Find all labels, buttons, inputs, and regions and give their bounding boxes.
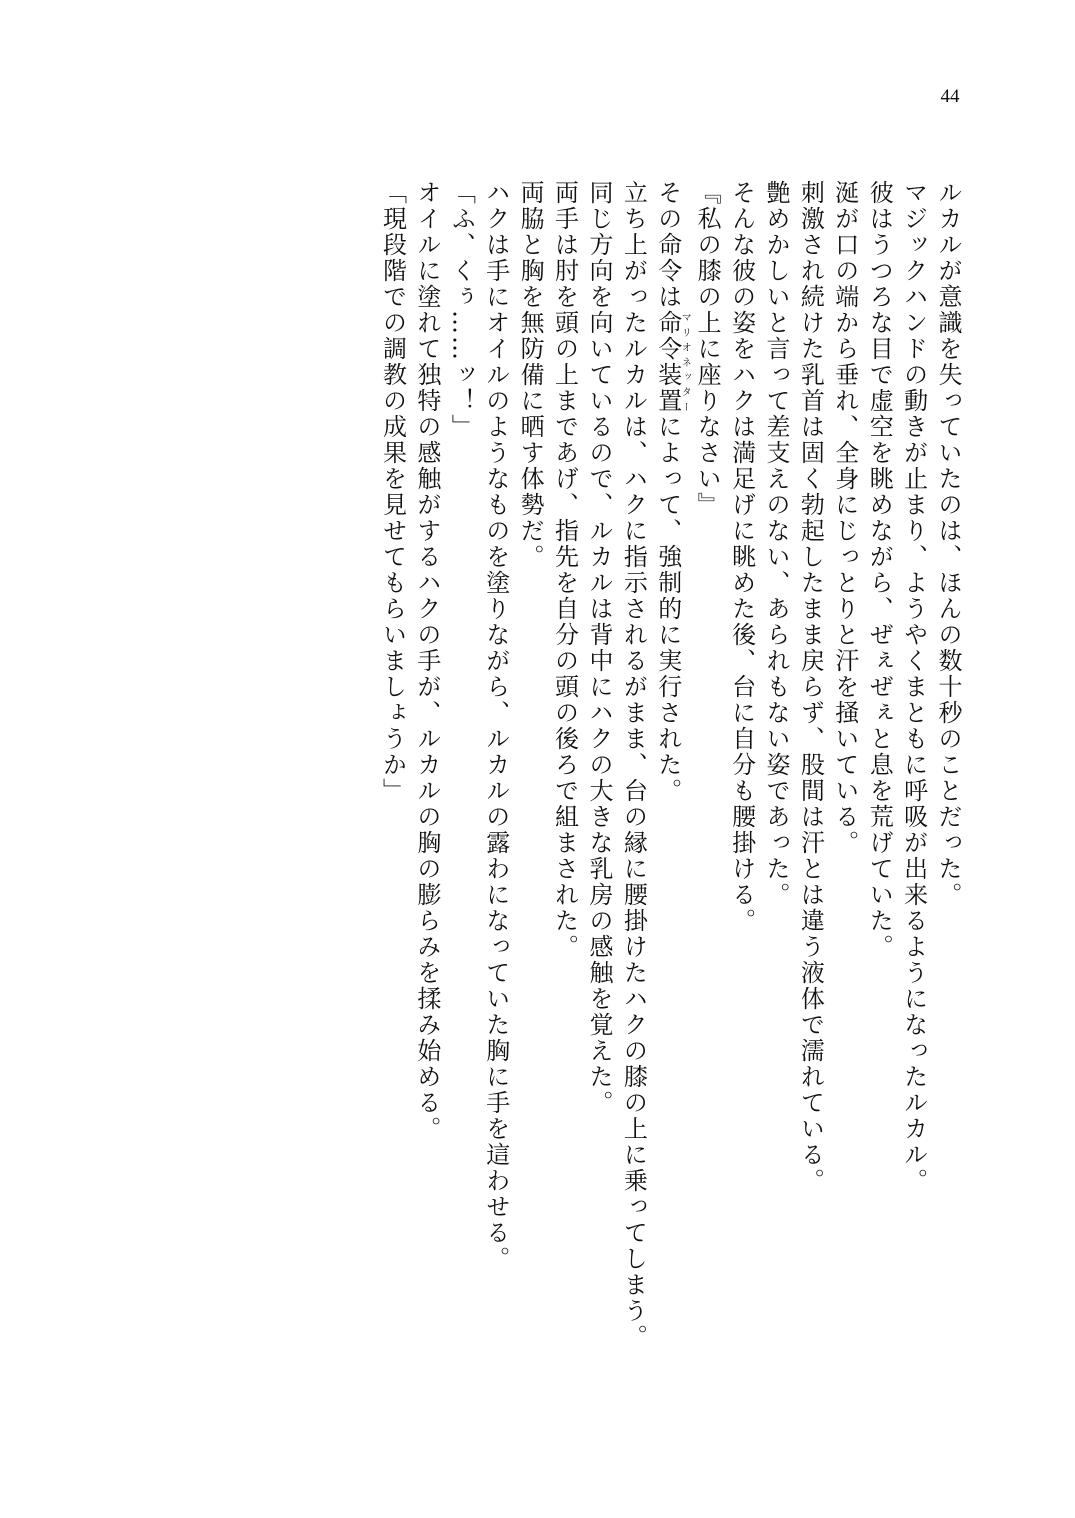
text-line: 立ち上がったルカルは、ハクに指示されるがまま、台の縁に腰掛けたハクの膝の上に乗ってしまう。: [619, 180, 648, 1350]
text-line: 両脇と胸を無防備に晒す体勢だ。: [516, 180, 545, 570]
text-line: 彼はうつろな目で虚空を眺めながら、ぜぇぜぇと息を荒げていた。: [865, 180, 894, 960]
text-segment: その命令は: [653, 180, 682, 310]
text-line: 「ふ、くぅ……ッ！」: [447, 180, 476, 440]
text-line: そんな彼の姿をハクは満足げに眺めた後、台に自分も腰掛ける。: [727, 180, 756, 934]
text-line: 両手は肘を頭の上まであげ、指先を自分の頭の後ろで組まされた。: [550, 180, 579, 960]
text-line-with-ruby: [650, 180, 689, 1360]
text-line: 「現段階での調教の成果を見せてもらいましょうか」: [378, 180, 407, 804]
ruby-base: 命令装置: [653, 310, 682, 414]
text-line: 艶めかしいと言って差支えのない、あられもない姿であった。: [761, 180, 790, 908]
text-line: 『私の膝の上に座りなさい』: [693, 180, 722, 518]
text-line: マジックハンドの動きが止まり、ようやくまともに呼吸が出来るようになったルカル。: [899, 180, 928, 1194]
text-line: 同じ方向を向いているので、ルカルは背中にハクの大きな乳房の感触を覚えた。: [584, 180, 613, 1116]
text-line: ハクは手にオイルのようなものを塗りながら、ルカルの露わになっていた胸に手を這わせる。: [481, 180, 510, 1272]
text-segment: によって、強制的に実行された。: [653, 414, 682, 804]
ruby-reading: マリオネッター: [679, 310, 691, 414]
text-line: オイルに塗れて独特の感触がするハクの手が、ルカルの胸の膨らみを揉み始める。: [412, 180, 441, 1142]
page-number: 44: [940, 86, 960, 107]
text-line: 刺激され続けた乳首は固く勃起したまま戻らず、股間は汗とは違う液体で濡れている。: [796, 180, 825, 1194]
text-line: ルカルが意識を失っていたのは、ほんの数十秒のことだった。: [934, 180, 962, 908]
text-line: 涎が口の端から垂れ、全身にじっとりと汗を掻いている。: [830, 180, 859, 856]
ruby-annotation: [653, 310, 691, 414]
vertical-text-body: [375, 180, 965, 1360]
